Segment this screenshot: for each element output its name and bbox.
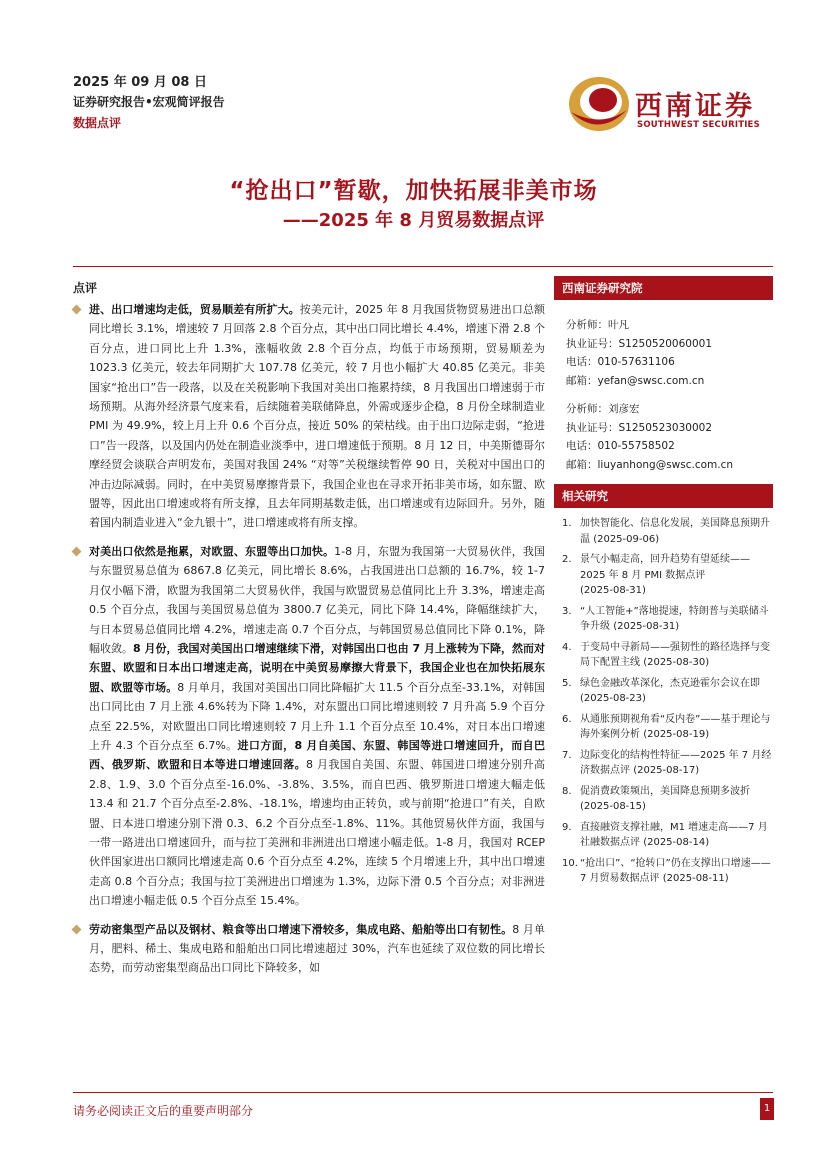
diamond-bullet-icon	[72, 305, 82, 315]
page-number: 1	[760, 1098, 774, 1120]
report-date: 2025 年 09 月 08 日	[73, 75, 207, 90]
related-research	[554, 484, 773, 887]
institute-heading: 西南证券研究院	[554, 276, 773, 300]
related-number: 8.	[562, 785, 572, 797]
report-category: 数据点评	[73, 116, 122, 130]
related-item[interactable]	[554, 820, 773, 851]
related-date: (2025-08-15)	[580, 801, 646, 812]
analyst-card	[566, 400, 773, 474]
related-list	[554, 508, 773, 887]
related-number: 6.	[562, 713, 572, 725]
related-title: “人工智能+”落地提速，特朗普与美联储斗争升级	[580, 605, 769, 632]
paragraph-trade-overview	[73, 300, 545, 533]
related-item[interactable]	[554, 676, 773, 707]
related-title: “抢出口”、“抢转口”仍在支撑出口增速——7 月贸易数据点评	[580, 857, 771, 884]
analyst-name: 分析师：叶凡	[566, 319, 629, 331]
related-title: 景气小幅走高，回升趋势有望延续——2025 年 8 月 PMI 数据点评	[580, 554, 750, 581]
analyst-email-line	[566, 456, 773, 475]
analyst-license: 执业证号：S1250520060001	[566, 337, 713, 350]
company-logo	[567, 72, 767, 136]
diamond-bullet-icon	[72, 546, 82, 556]
analyst-email-line	[566, 372, 773, 391]
report-title: “抢出口”暂歇，加快拓展非美市场	[229, 178, 598, 204]
related-number: 7.	[562, 749, 572, 761]
paragraph-lead: 进、出口增速均走低，贸易顺差有所扩大。	[89, 303, 300, 316]
analyst-card	[566, 316, 773, 390]
paragraph-text: 8 月我国自美国、东盟、韩国进口增速分别升高 2.8、1.9、3.0 个百分点至-16.0%、-3.8%、3.5%，而自巴西、俄罗斯进口增速大幅走低 13.4 和 21.7 个百分点至-2.8%、-18.1%，增速均由正转负，或与前期“抢进口”有关，自欧盟、日本进口增速分别下滑 0.3、6.2 个百分点至-1.8%、11%。其他贸易伙伴方面，我国与一带一路进出口增速回升，而与拉丁美洲和非洲进出口增速小幅走低。1-8 月，我国对 RCEP 伙伴国家进出口额同比增速走高 0.6 个百分点至 4.2%，连续 5 个月增速上升，其中出口增速走高 0.8 个百分点；我国与拉丁美洲进出口增速为 1.3%，边际下滑 0.5 个百分点；对非洲进出口增速小幅走低 0.5 个百分点至 15.4%。	[89, 758, 546, 908]
analyst-info	[554, 300, 773, 474]
related-number: 3.	[562, 605, 572, 617]
analyst-email[interactable]: liuyanhong@swsc.com.cn	[597, 458, 734, 471]
logo-chinese-name: 西南证券	[635, 91, 755, 122]
report-type: 证券研究报告•宏观简评报告	[73, 95, 225, 109]
report-header	[73, 74, 225, 134]
related-number: 2.	[562, 554, 572, 565]
related-date: (2025-08-11)	[662, 873, 729, 884]
related-date: (2025-08-31)	[613, 621, 680, 632]
related-title: 加快智能化、信息化发展，美国降息预期升温	[580, 518, 770, 545]
related-title: 直接融资支撑社融，M1 增速走高——7 月社融数据点评	[580, 821, 768, 848]
main-content	[73, 300, 545, 987]
related-date: (2025-08-31)	[580, 585, 646, 596]
email-label: 邮箱：	[566, 374, 598, 387]
analyst-phone: 电话：010-55758502	[566, 440, 675, 452]
paragraph-text: 8 月单月，肥料、稀土、集成电路和船舶出口同比增速超过 30%，汽车也延续了双位数的同比增长态势，而劳动密集型商品出口同比下降较多，如	[89, 922, 546, 975]
paragraph-lead: 劳动密集型产品以及钢材、粮食等出口增速下滑较多，集成电路、船舶等出口有韧性。	[89, 922, 513, 936]
related-title: 从通胀预期视角看“反内卷”——基于理论与海外案例分析	[580, 713, 771, 740]
paragraph-trade-partners	[73, 542, 545, 911]
related-date: (2025-08-19)	[643, 729, 710, 740]
related-item[interactable]	[554, 604, 773, 635]
related-date: (2025-08-23)	[580, 693, 646, 704]
related-item[interactable]	[554, 784, 773, 815]
logo-emblem-icon	[567, 74, 631, 134]
related-number: 9.	[562, 821, 572, 833]
paragraph-lead: 对美出口依然是拖累，对欧盟、东盟等出口加快。	[89, 544, 335, 558]
report-subtitle: ——2025 年 8 月贸易数据点评	[282, 210, 545, 231]
analyst-license: 执业证号：S1250523030002	[566, 421, 713, 434]
paragraph-text: 8 月单月，我国对美国出口同比降幅扩大 11.5 个百分点至-33.1%，对韩国出口同比由 7 月上涨 4.6%转为下降 1.4%，对东盟出口同比增速则较 7 月升高 5.9 个百分点至 22.5%，对欧盟出口同比增速则较 7 月上升 1.1 个百分点至 10.4%，对日本出口增速上升 4.3 个百分点至 6.7%。	[89, 680, 545, 752]
related-item[interactable]	[554, 748, 773, 779]
related-item[interactable]	[554, 712, 773, 743]
related-date: (2025-08-14)	[643, 837, 710, 848]
related-title: 于变局中寻新局——强韧性的路径选择与变局下配置主线	[580, 641, 770, 668]
related-date: (2025-08-17)	[633, 765, 700, 776]
email-label: 邮箱：	[566, 458, 598, 471]
diamond-bullet-icon	[72, 924, 82, 934]
related-item[interactable]	[554, 516, 773, 547]
paragraph-products	[73, 920, 545, 978]
paragraph-text: 1-8 月，东盟为我国第一大贸易伙伴，我国与东盟贸易总值为 6867.8 亿美元，同比增长 8.6%，占我国进出口总额的 16.7%，较 1-7 月仅小幅下滑，欧盟为我国第二大贸易伙伴，我国与欧盟贸易总值同比上升 3.3%，增速走高 0.5 个百分点，我国与美国贸易总值为 3800.7 亿美元，同比下降 14.4%，降幅继续扩大，与日本贸易总值同比增 4.2%，增速走高 0.7 个百分点，与韩国贸易总值同比下降 0.1%，降幅收敛。	[89, 544, 545, 655]
disclaimer-note: 请务必阅读正文后的重要声明部分	[73, 1104, 254, 1118]
related-number: 4.	[562, 641, 572, 653]
logo-english-name: SOUTHWEST SECURITIES	[637, 120, 760, 130]
related-number: 10.	[562, 857, 578, 869]
related-date: (2025-09-06)	[593, 533, 660, 545]
section-heading: 点评	[73, 281, 98, 295]
paragraph-lead: 进口方面，8 月自美国、东盟、韩国等进口增速回升，而自巴西、俄罗斯、欧盟和日本等进口增速回落。	[89, 738, 546, 772]
header-divider	[73, 266, 773, 267]
sidebar	[554, 276, 773, 892]
related-item[interactable]	[554, 640, 773, 671]
related-item[interactable]	[554, 552, 773, 599]
related-title: 边际变化的结构性特征——2025 年 7 月经济数据点评	[580, 749, 772, 776]
related-heading: 相关研究	[554, 484, 773, 508]
related-date: (2025-08-30)	[643, 657, 710, 668]
related-title: 绿色金融改革深化，杰克逊霍尔会议在即	[580, 677, 760, 689]
analyst-phone: 电话：010-57631106	[566, 356, 675, 368]
paragraph-text: 按美元计，2025 年 8 月我国货物贸易进出口总额同比增长 3.1%，增速较 7 月回落 2.8 个百分点，其中出口同比增长 4.4%，增速下滑 2.8 个百分点，进口同比上升 1.3%，涨幅收敛 2.8 个百分点，均低于市场预期，贸易顺差为 1023.3 亿美元，较去年同期扩大 107.78 亿美元，较 7 月也小幅扩大 40.85 亿美元。非美国家“抢出口”告一段落，以及在关税影响下我国对美出口拖累持续，8 月我国出口增速弱于市场预期。从海外经济景气度来看，后续随着美联储降息，外需或逐步企稳，8 月份全球制造业 PMI 为 49.9%，较上月上升 0.6 个百分点，接近 50% 的荣枯线。由于出口边际走弱，“抢进口”告一段落，以及国内仍处在制造业淡季中，进口增速低于预期。8 月 12 日，中美斯德哥尔摩经贸会谈联合声明发布，美国对我国 24% “对等”关税继续暂停 90 日，关税对中国出口的冲击边际减弱。同时，在中美贸易摩擦背景下，我国企业也在寻求开拓非美市场，如东盟、欧盟等，因此出口增速或将有所支撑，且去年同期基数走低，出口增速或有边际回升。另外，随着国内制造业进入“金九银十”，进口增速或将有所支撑。	[89, 303, 546, 530]
related-item[interactable]	[554, 856, 773, 887]
analyst-email[interactable]: yefan@swsc.com.cn	[597, 374, 705, 387]
related-number: 5.	[562, 677, 572, 689]
analyst-name: 分析师：刘彦宏	[566, 403, 640, 415]
related-title: 促消费政策频出，美国降息预期多波折	[580, 785, 750, 797]
paragraph-lead: 8 月份，我国对美国出口增速继续下滑，对韩国出口也由 7 月上涨转为下降，然而对东盟、欧盟和日本出口增速走高，说明在中美贸易摩擦大背景下，我国企业也在加快拓展东盟、欧盟等市场。	[89, 641, 546, 694]
related-number: 1.	[562, 518, 572, 529]
footer-divider	[73, 1092, 773, 1093]
